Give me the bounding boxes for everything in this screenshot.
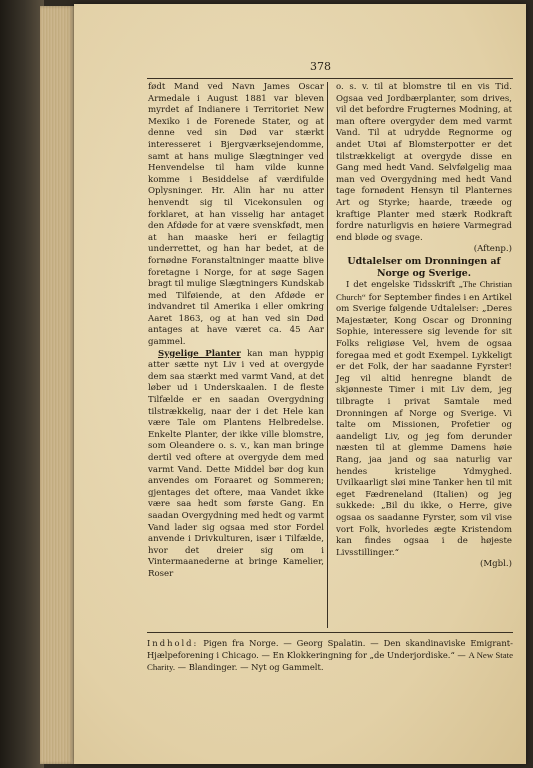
contents-text-b: — Blandinger. — Nyt og Gammelt. xyxy=(175,661,324,672)
left-column xyxy=(148,82,324,581)
top-rule xyxy=(147,78,513,79)
left-paragraph-2-text: kan man hyppig atter sætte nyt Liv i ved at overgyde dem saa stærkt med varmt Vand, at det løber ud i Underskaalen. I de fleste Tilfælde er en saadan Overgydning tilstrækkelig, naar der i det Hele kan være Tale om Plantens Helbredelse. Enkelte Planter, der ikke ville blomstre, som Oleandere o. s. v., kan man bringe dertil ved oftere at overgyde dem med varmt Vand. Dette Middel bør dog kun anvendes om Foraaret og Sommeren; gjentages det oftere, maa Vandet ikke være saa hedt som første Gang. En saadan Overgydning med hedt og varmt Vand lader sig ogsaa med stor Fordel anvende i Drivkulturen, især i Tilfælde, hvor det dreier sig om i Vintermaanederne at bringe Kamelier, Roser xyxy=(148,348,324,579)
article-heading-plants: Syge̲lige Planter xyxy=(158,348,241,359)
column-divider xyxy=(327,82,328,628)
contents-text-a: Pigen fra Norge. — Georg Spalatin. — Den skandinaviske Emigrant-Hjælpeforening i Chicago. — En Klokkeringning for „de Underjordiske.“ — xyxy=(147,638,513,660)
book-page xyxy=(74,4,526,764)
page-edges xyxy=(40,6,76,764)
left-paragraph-2 xyxy=(148,349,324,581)
article-heading-queen: Udtalelser om Dronningen af Norge og Sverige. xyxy=(347,255,501,279)
right-paragraph-2-body: for September findes i en Artikel om Sverige følgende Udtalelser: „Deres Majestæter, Kong Oscar og Dronning Sophie, interessere sig levende for sit Folks religiøse Vel, hvem de ogsaa foregaa med et godt Exempel. Lykkeligt er det Folk, der har saadanne Fyrster! Jeg vil altid henregne blandt de skjønneste Timer i mit Liv dem, jeg tilbragte i privat Samtale med Dronningen af Norge og Sverige. Vi talte om Missionen, Profetier og aandeligt Liv, og jeg fom derunder næsten til at glemme Damens høie Rang, jaa jand og saa naturlig var hendes kristelige Ydmyghed. Uvilkaarligt sløi mine Tanker hen til mit eget Fædreneland (Italien) og jeg sukkede: „Bil du ikke, o Herre, give ogsaa os saadanne Fyrster, som vil vise vort Folk, hvorledes ægte Kristendom kan findes ogsaa i de højeste Livsstillinger.“ xyxy=(336,292,512,558)
right-paragraph-1 xyxy=(336,82,512,256)
table-of-contents xyxy=(147,638,513,673)
source-aftenp: (Aftenp.) xyxy=(473,244,512,255)
magazine-title: „The Christian Church“ xyxy=(336,279,512,302)
right-column xyxy=(336,82,512,571)
contents-label: Indhold: xyxy=(147,638,199,648)
right-paragraph-2-intro: I det engelske Tidsskrift xyxy=(346,280,459,291)
page-number: 378 xyxy=(310,60,331,73)
book-spine xyxy=(0,0,44,768)
right-paragraph-2 xyxy=(336,279,512,571)
right-paragraph-1-text: o. s. v. til at blomstre til en vis Tid. Ogsaa ved Jordbærplanter, som drives, vil det befordre Frugternes Modning, at man oftere overgyder dem med varmt Vand. Til at udrydde Regnorme og andet Utøi af Blomsterpotter er det tilstrækkeligt at overgyde disse en Gang med hedt Vand. Selvfølgelig maa man ved Overgydning med hedt Vand tage fornødent Hensyn til Planternes Art og Styrke; haarde, træede og kraftige Planter med stærk Rodkraft fordre naturligvis en høiere Varmegrad end bløde og svage. xyxy=(336,82,512,243)
contents-english-title: A New State Charity. xyxy=(147,649,514,672)
left-paragraph-1: født Mand ved Navn James Oscar Armedale i August 1881 var bleven myrdet af Indianere i Territoriet New Mexiko i de Forenede Stater, og at denne ved sin Død var stærkt interesseret i Bjergværksejendomme, samt at hans mulige Slægtninger ved Henvendelse til ham vilde kunne komme i Besiddelse af værdifulde Oplysninger. Hr. Alin har nu atter henvendt sig til Vicekonsulen og forklaret, at han visselig har antaget den Afdøde for at være svenskfødt, men at han maaske heri er feilagtig underrettet, og han har bedet, at de fornødne Foranstaltninger maatte blive foretagne i Norge, for at søge Sagen bragt til mulige Slægtningers Kundskab med Tilføiende, at den Afdøde er indvandret til Amerika i eller omkring Aaret 1863, og at han ved sin Død antages at have været ca. 45 Aar gammel. xyxy=(148,82,324,348)
source-mgbl: (Mgbl.) xyxy=(480,559,512,570)
bottom-rule xyxy=(147,632,513,633)
